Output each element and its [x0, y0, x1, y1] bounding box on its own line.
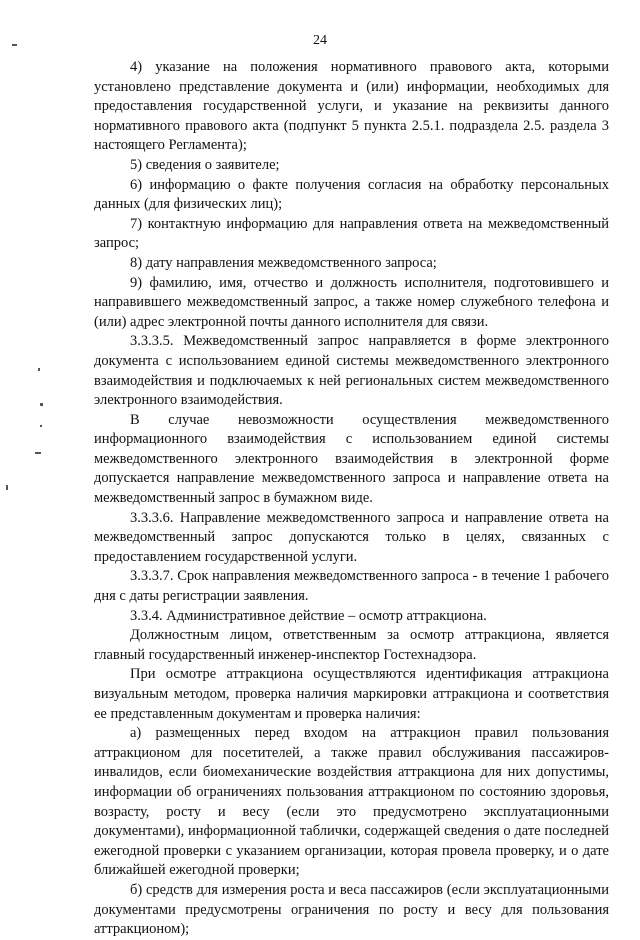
scan-mark: [40, 403, 43, 406]
paragraph: 5) сведения о заявителе;: [130, 156, 280, 173]
paragraph: 3.3.3.6. Направление межведомственного запроса и направление ответа на межведомственный запрос допускаются только в целях, связанных с предоставлением государственной услуги.: [94, 509, 609, 565]
paragraph: 9) фамилию, имя, отчество и должность исполнителя, подготовившего и направившего межведомственный запрос, а также номер служебного телефона и (или) адрес электронной почты данного исполнителя для связи.: [94, 274, 609, 330]
scan-mark: [38, 368, 40, 371]
scan-mark: [40, 425, 42, 427]
paragraph: 3.3.4. Административное действие – осмотр аттракциона.: [130, 607, 487, 624]
scan-mark: [6, 485, 8, 490]
paragraph: 7) контактную информацию для направления ответа на межведомственный запрос;: [94, 215, 609, 252]
paragraph: 4) указание на положения нормативного правового акта, которыми установлено представление документа и (или) информации, необходимых для предоставления государственной услуги, и указание на реквизиты данного нормативного правового акта (подпункт 5 пункта 2.5.1. подраздела 2.5. раздела 3 настоящего Регламента);: [94, 59, 609, 154]
paragraph: Должностным лицом, ответственным за осмотр аттракциона, является главный государственный инженер-инспектор Гостехнадзора.: [94, 627, 609, 663]
paragraph: 3.3.3.5. Межведомственный запрос направляется в форме электронного документа с использованием единой системы межведомственного электронного взаимодействия и подключаемых к ней региональных систем межведомственного электронного взаимодействия.: [94, 333, 609, 409]
paragraph: 8) дату направления межведомственного запроса;: [130, 254, 437, 271]
paragraph: В случае невозможности осуществления межведомственного информационного взаимодействия с использованием единой системы межведомственного электронного взаимодействия в электронной форме допускается направление межведомственного запроса и направление ответа на межведомственный запрос в бумажном виде.: [94, 411, 609, 507]
paragraph: 3.3.3.7. Срок направления межведомственного запроса - в течение 1 рабочего дня с даты регистрации заявления.: [94, 568, 609, 605]
paragraph: 6) информацию о факте получения согласия на обработку персональных данных (для физических лиц);: [94, 176, 609, 213]
paragraph: б) средств для измерения роста и веса пассажиров (если эксплуатационными документами предусмотрены ограничения по росту и весу для пользования аттракционом);: [94, 881, 609, 938]
page-number: 24: [313, 33, 327, 48]
paragraph: При осмотре аттракциона осуществляются идентификация аттракциона визуальным методом, проверка наличия маркировки аттракциона и соответствия ее представленным документам и проверка наличия:: [94, 666, 609, 722]
paragraph: а) размещенных перед входом на аттракцион правил пользования аттракционом для посетителей, а также правил обслуживания пассажиров-инвалидов, если биомеханические воздействия аттракциона для них допустимы, информации об ограничениях пользования аттракционом по состоянию здоровья, возрасту, росту и весу (если это предусмотрено эксплуатационными документами), информационной таблички, содержащей сведения о дате последней ежегодной проверки с указанием организации, которая провела проверку, и о дате ближайшей ежегодной проверки;: [94, 725, 609, 879]
scan-mark: [35, 452, 41, 454]
scan-mark: [12, 44, 17, 46]
document-body: [94, 58, 609, 940]
